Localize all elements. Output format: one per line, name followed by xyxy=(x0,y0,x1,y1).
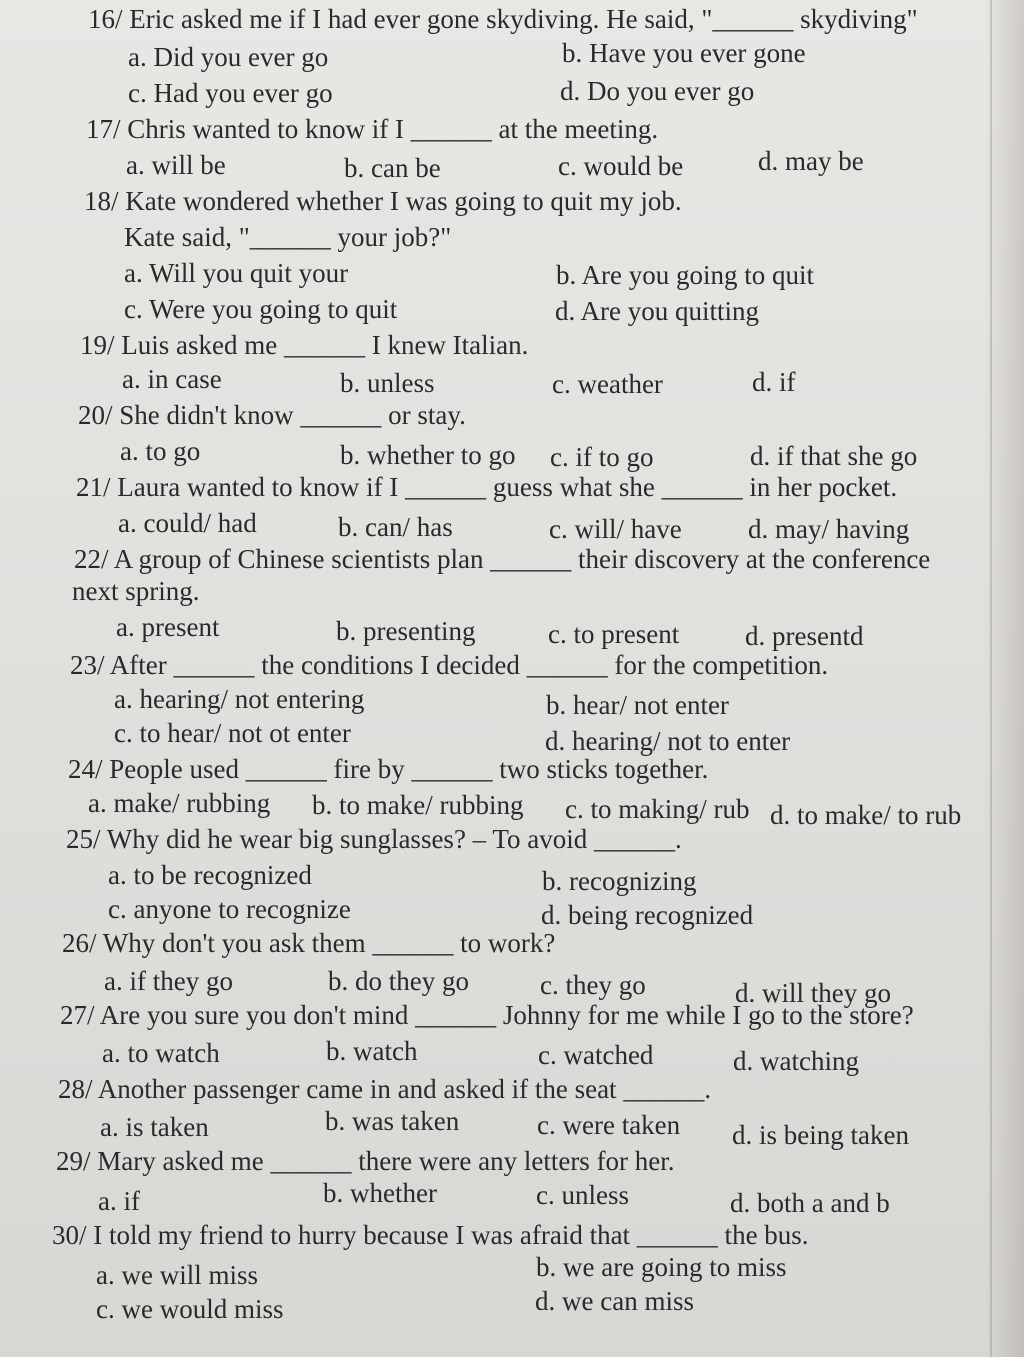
q16-option-b[interactable]: b. Have you ever gone xyxy=(562,38,806,68)
question-23-stem: 23/ After ______ the conditions I decided ______ for the competition. xyxy=(70,650,829,680)
q28-option-b[interactable]: b. was taken xyxy=(325,1106,460,1136)
question-21-stem: 21/ Laura wanted to know if I ______ guess what she ______ in her pocket. xyxy=(76,472,898,502)
question-24-stem: 24/ People used ______ fire by ______ two sticks together. xyxy=(68,754,709,784)
question-29-stem: 29/ Mary asked me ______ there were any letters for her. xyxy=(56,1146,675,1176)
q24-option-d[interactable]: d. to make/ to rub xyxy=(770,800,962,830)
q17-option-c[interactable]: c. would be xyxy=(558,151,684,181)
q27-option-b[interactable]: b. watch xyxy=(326,1036,418,1066)
q24-option-c[interactable]: c. to making/ rub xyxy=(565,794,750,824)
question-19-stem: 19/ Luis asked me ______ I knew Italian. xyxy=(80,330,529,360)
question-20-stem: 20/ She didn't know ______ or stay. xyxy=(78,400,466,430)
page-edge-shadow xyxy=(984,0,1024,1357)
q17-option-b[interactable]: b. can be xyxy=(344,153,441,183)
q28-option-a[interactable]: a. is taken xyxy=(100,1112,209,1142)
q23-option-a[interactable]: a. hearing/ not entering xyxy=(114,684,365,714)
q27-option-d[interactable]: d. watching xyxy=(733,1046,859,1076)
question-25-stem: 25/ Why did he wear big sunglasses? – To avoid ______. xyxy=(66,824,682,854)
question-26-stem: 26/ Why don't you ask them ______ to work? xyxy=(62,928,556,958)
q23-option-d[interactable]: d. hearing/ not to enter xyxy=(545,726,791,756)
q18-option-a[interactable]: a. Will you quit your xyxy=(124,258,349,288)
q25-option-d[interactable]: d. being recognized xyxy=(541,900,754,930)
q24-option-a[interactable]: a. make/ rubbing xyxy=(88,788,271,818)
q29-option-c[interactable]: c. unless xyxy=(536,1180,629,1210)
q18-option-c[interactable]: c. Were you going to quit xyxy=(124,294,398,324)
q20-option-d[interactable]: d. if that she go xyxy=(750,441,918,471)
q28-option-d[interactable]: d. is being taken xyxy=(732,1120,909,1150)
question-18-stem: 18/ Kate wondered whether I was going to quit my job. xyxy=(84,186,682,216)
q26-option-a[interactable]: a. if they go xyxy=(104,966,233,996)
q16-option-d[interactable]: d. Do you ever go xyxy=(560,76,755,106)
q16-option-a[interactable]: a. Did you ever go xyxy=(128,42,329,72)
q25-option-b[interactable]: b. recognizing xyxy=(542,866,697,896)
q29-option-a[interactable]: a. if xyxy=(98,1186,140,1216)
q29-option-b[interactable]: b. whether xyxy=(323,1178,437,1208)
q26-option-c[interactable]: c. they go xyxy=(540,970,646,1000)
q26-option-d[interactable]: d. will they go xyxy=(735,978,891,1008)
q19-option-d[interactable]: d. if xyxy=(752,367,796,397)
question-18-stem-2: Kate said, "______ your job?" xyxy=(124,222,452,252)
question-27-stem: 27/ Are you sure you don't mind ______ Johnny for me while I go to the store? xyxy=(60,1000,914,1030)
q30-option-d[interactable]: d. we can miss xyxy=(535,1286,694,1316)
q19-option-c[interactable]: c. weather xyxy=(552,369,663,399)
question-30-stem: 30/ I told my friend to hurry because I was afraid that ______ the bus. xyxy=(52,1220,809,1250)
q22-option-b[interactable]: b. presenting xyxy=(336,616,476,646)
q30-option-b[interactable]: b. we are going to miss xyxy=(536,1252,787,1282)
q30-option-c[interactable]: c. we would miss xyxy=(96,1294,284,1324)
q22-option-a[interactable]: a. present xyxy=(116,612,220,642)
q28-option-c[interactable]: c. were taken xyxy=(537,1110,681,1140)
q23-option-c[interactable]: c. to hear/ not ot enter xyxy=(114,718,351,748)
q20-option-b[interactable]: b. whether to go xyxy=(340,440,516,470)
q24-option-b[interactable]: b. to make/ rubbing xyxy=(312,790,524,820)
q21-option-a[interactable]: a. could/ had xyxy=(118,508,257,538)
q29-option-d[interactable]: d. both a and b xyxy=(730,1188,890,1218)
q19-option-b[interactable]: b. unless xyxy=(340,368,435,398)
q27-option-a[interactable]: a. to watch xyxy=(102,1038,220,1068)
q27-option-c[interactable]: c. watched xyxy=(538,1040,654,1070)
q25-option-a[interactable]: a. to be recognized xyxy=(108,860,312,890)
question-22-stem: 22/ A group of Chinese scientists plan ______ their discovery at the conference xyxy=(74,544,931,574)
q22-option-d[interactable]: d. presentd xyxy=(745,621,864,651)
q17-option-a[interactable]: a. will be xyxy=(126,150,226,180)
q17-option-d[interactable]: d. may be xyxy=(758,146,864,176)
q30-option-a[interactable]: a. we will miss xyxy=(96,1260,258,1290)
q23-option-b[interactable]: b. hear/ not enter xyxy=(546,690,729,720)
question-28-stem: 28/ Another passenger came in and asked if the seat ______. xyxy=(58,1074,712,1104)
q18-option-d[interactable]: d. Are you quitting xyxy=(555,296,759,326)
q22-option-c[interactable]: c. to present xyxy=(548,619,680,649)
question-16-stem: 16/ Eric asked me if I had ever gone skydiving. He said, "______ skydiving" xyxy=(88,4,918,34)
q21-option-b[interactable]: b. can/ has xyxy=(338,512,453,542)
q21-option-d[interactable]: d. may/ having xyxy=(748,514,910,544)
q20-option-a[interactable]: a. to go xyxy=(120,436,201,466)
q25-option-c[interactable]: c. anyone to recognize xyxy=(108,894,351,924)
q16-option-c[interactable]: c. Had you ever go xyxy=(128,78,333,108)
q18-option-b[interactable]: b. Are you going to quit xyxy=(556,260,814,290)
q26-option-b[interactable]: b. do they go xyxy=(328,966,469,996)
question-22-stem-2: next spring. xyxy=(72,576,200,606)
question-17-stem: 17/ Chris wanted to know if I ______ at the meeting. xyxy=(86,114,659,144)
q20-option-c[interactable]: c. if to go xyxy=(550,442,654,472)
q19-option-a[interactable]: a. in case xyxy=(122,364,222,394)
q21-option-c[interactable]: c. will/ have xyxy=(549,514,682,544)
